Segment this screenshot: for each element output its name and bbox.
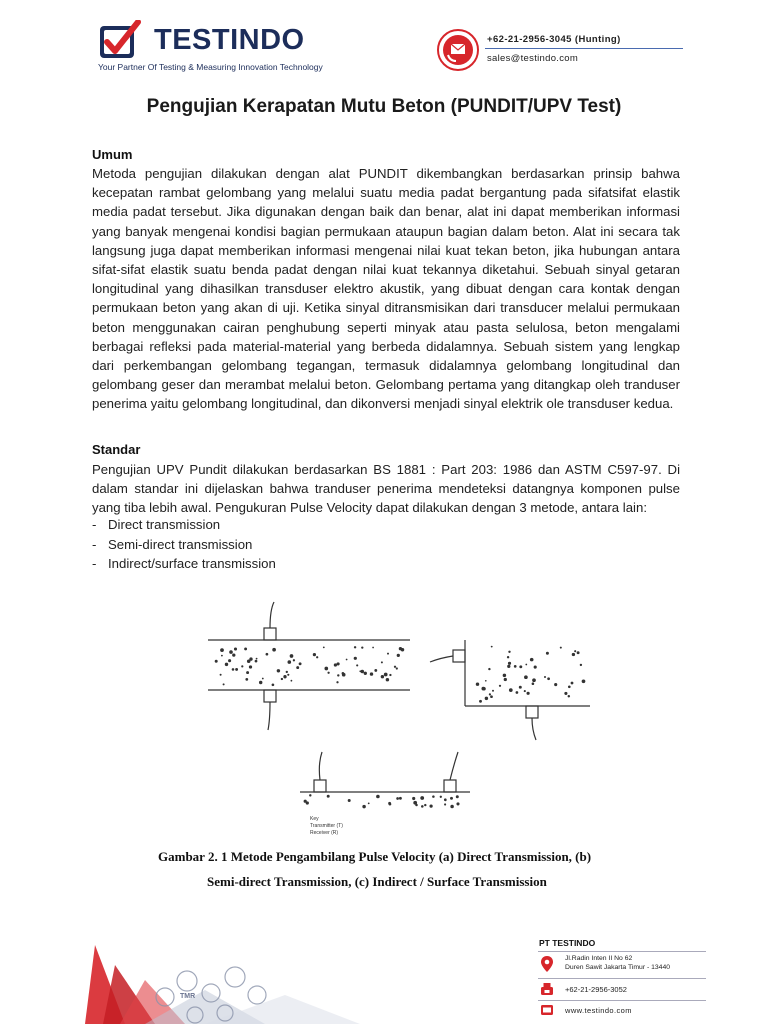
- aggregate-dot: [288, 660, 292, 664]
- aggregate-dot: [445, 799, 447, 801]
- figure-caption-line-2: Semi-direct Transmission, (c) Indirect / Surface Transmission: [207, 874, 547, 889]
- aggregate-dot: [580, 664, 582, 666]
- aggregate-dot: [255, 660, 258, 663]
- aggregate-dot: [519, 686, 522, 689]
- aggregate-dot: [450, 805, 454, 809]
- aggregate-dot: [229, 650, 233, 654]
- aggregate-dot: [362, 805, 365, 808]
- aggregate-dot: [421, 805, 424, 808]
- aggregate-dot: [346, 659, 348, 661]
- aggregate-dot: [272, 683, 275, 686]
- footer-company-name: PT TESTINDO: [539, 938, 596, 948]
- footer-divider: [538, 978, 706, 979]
- semi-direct-transmission-diagram: [430, 640, 590, 740]
- aggregate-dot: [293, 659, 295, 661]
- aggregate-dot: [272, 648, 276, 652]
- aggregate-dot: [476, 682, 479, 685]
- aggregate-dot: [399, 647, 402, 650]
- aggregate-dot: [256, 658, 258, 660]
- transmitter-icon: [264, 628, 276, 640]
- aggregate-dot: [246, 671, 249, 674]
- aggregate-dot: [342, 672, 345, 675]
- aggregate-dot: [221, 655, 223, 657]
- figure-key-title: Key: [310, 816, 319, 822]
- aggregate-dot: [235, 668, 238, 671]
- aggregate-dot: [327, 672, 329, 674]
- aggregate-dot: [582, 679, 586, 683]
- aggregate-dot: [386, 678, 389, 681]
- receiver-icon: [264, 690, 276, 702]
- aggregate-dot: [564, 692, 567, 695]
- aggregate-dot: [309, 794, 311, 796]
- aggregate-dot: [348, 799, 351, 802]
- logo-tagline: Your Partner Of Testing & Measuring Innovation Technology: [98, 62, 323, 72]
- aggregate-dot: [364, 672, 367, 675]
- aggregate-dot: [450, 797, 453, 800]
- aggregate-dot: [287, 674, 289, 676]
- contact-email[interactable]: sales@testindo.com: [487, 53, 579, 64]
- logo-wordmark: TESTINDO: [154, 24, 305, 56]
- aggregate-dot: [232, 653, 235, 656]
- aggregate-dot: [547, 677, 550, 680]
- aggregate-dot: [266, 653, 269, 656]
- aggregate-dot: [572, 653, 575, 656]
- pulse-velocity-figure: [200, 596, 620, 836]
- aggregate-dot: [577, 651, 580, 654]
- aggregate-dot: [354, 646, 356, 648]
- aggregate-dot: [244, 647, 247, 650]
- aggregate-dot: [396, 667, 398, 669]
- figure-key-receiver: Receiver (R): [310, 830, 339, 836]
- footer-divider: [538, 951, 706, 952]
- contact-phone-mail-icon: [436, 28, 480, 72]
- aggregate-dot: [323, 647, 325, 649]
- aggregate-dot: [291, 680, 293, 682]
- aggregate-dot: [361, 646, 363, 648]
- aggregate-dot: [481, 687, 485, 691]
- aggregate-dot: [374, 669, 377, 672]
- aggregate-dot: [370, 672, 373, 675]
- website-globe-icon: [540, 1003, 554, 1017]
- aggregate-dot: [215, 660, 218, 663]
- aggregate-dot: [259, 681, 262, 684]
- footer-tmr-badge: TMR: [180, 993, 196, 1000]
- aggregate-dot: [324, 667, 328, 671]
- aggregate-dot: [376, 795, 380, 799]
- aggregate-dot: [359, 670, 361, 672]
- aggregate-dot: [532, 678, 536, 682]
- aggregate-dot: [290, 654, 294, 658]
- aggregate-dot: [509, 688, 513, 692]
- aggregate-dot: [571, 682, 574, 685]
- aggregate-dot: [396, 797, 399, 800]
- aggregate-dot: [381, 675, 384, 678]
- aggregate-dot: [489, 693, 491, 695]
- aggregate-dot: [381, 661, 383, 663]
- aggregate-dot: [337, 674, 339, 676]
- indirect-transmission-diagram: [300, 752, 470, 836]
- aggregate-dot: [544, 676, 546, 678]
- aggregate-dot: [530, 658, 534, 662]
- aggregate-dot: [485, 680, 487, 682]
- aggregate-dot: [424, 804, 426, 806]
- aggregate-dot: [234, 647, 237, 650]
- aggregate-dot: [519, 665, 522, 668]
- aggregate-dot: [491, 646, 493, 648]
- aggregate-dot: [508, 651, 510, 653]
- figure-caption-line-1: Gambar 2. 1 Metode Pengambilang Pulse Velocity (a) Direct Transmission, (b): [158, 849, 592, 864]
- list-item: - Indirect/surface transmission: [92, 556, 276, 571]
- list-item: - Semi-direct transmission: [92, 537, 253, 552]
- aggregate-dot: [389, 803, 392, 806]
- aggregate-dot: [514, 665, 517, 668]
- aggregate-dot: [516, 691, 519, 694]
- aggregate-dot: [526, 692, 529, 695]
- contact-phone: +62-21-2956-3045 (Hunting): [487, 34, 621, 45]
- aggregate-dot: [249, 665, 252, 668]
- aggregate-dot: [327, 795, 330, 798]
- aggregate-dot: [532, 682, 535, 685]
- aggregate-dot: [444, 803, 446, 805]
- footer-divider: [538, 1000, 706, 1001]
- aggregate-dot: [432, 795, 435, 798]
- aggregate-dot: [503, 674, 506, 677]
- aggregate-dot: [245, 678, 248, 681]
- aggregate-dot: [220, 648, 224, 652]
- aggregate-dot: [429, 804, 432, 807]
- aggregate-dot: [286, 671, 288, 673]
- aggregate-dot: [299, 662, 302, 665]
- footer-website-link[interactable]: www.testindo.com: [565, 1006, 632, 1015]
- aggregate-dot: [568, 695, 570, 697]
- aggregate-dot: [554, 683, 557, 686]
- aggregate-dot: [277, 669, 280, 672]
- aggregate-dot: [387, 653, 389, 655]
- aggregate-dot: [223, 683, 225, 685]
- figure-key-transmitter: Transmitter (T): [310, 823, 343, 829]
- company-logo: [98, 14, 323, 74]
- footer-fax-number: +62-21-2956-3052: [565, 985, 627, 994]
- aggregate-dot: [499, 685, 501, 687]
- aggregate-dot: [574, 650, 576, 652]
- paragraph-standar: Pengujian UPV Pundit dilakukan berdasarkan BS 1881 : Part 203: 1986 dan ASTM C597-97. Di dalam standar ini dijelaskan bahwa tranduser penerima mendeteksi datangnya komponen pulse yang tiba lebih awal. Pengukuran Pulse Velocity dapat dilakukan dengan 3 metode, antara lain:: [92, 462, 680, 516]
- aggregate-dot: [394, 666, 396, 668]
- aggregate-dot: [560, 647, 562, 649]
- aggregate-dot: [507, 665, 510, 668]
- document-title: Pengujian Kerapatan Mutu Beton (PUNDIT/UPV Test): [146, 96, 622, 117]
- aggregate-dot: [490, 695, 493, 698]
- aggregate-dot: [524, 675, 528, 679]
- section-heading-umum: Umum: [92, 147, 133, 162]
- receiver-icon: [526, 706, 538, 718]
- aggregate-dot: [220, 674, 222, 676]
- aggregate-dot: [534, 666, 537, 669]
- aggregate-dot: [568, 685, 571, 688]
- fax-phone-icon: [540, 982, 554, 996]
- aggregate-dot: [304, 800, 307, 803]
- aggregate-dot: [397, 654, 400, 657]
- transmitter-icon: [314, 780, 326, 792]
- aggregate-dot: [456, 795, 459, 798]
- aggregate-dot: [546, 652, 549, 655]
- aggregate-dot: [262, 678, 264, 680]
- contact-divider: [485, 48, 683, 49]
- aggregate-dot: [384, 673, 388, 677]
- list-item: - Direct transmission: [92, 517, 221, 532]
- aggregate-dot: [507, 656, 509, 658]
- aggregate-dot: [485, 697, 488, 700]
- aggregate-dot: [420, 796, 424, 800]
- aggregate-dot: [283, 675, 286, 678]
- aggregate-dot: [456, 802, 459, 805]
- aggregate-dot: [368, 803, 370, 805]
- aggregate-dot: [225, 663, 228, 666]
- aggregate-dot: [525, 664, 527, 666]
- aggregate-dot: [337, 662, 340, 665]
- aggregate-dot: [415, 804, 418, 807]
- aggregate-dot: [281, 678, 283, 680]
- aggregate-dot: [296, 666, 299, 669]
- aggregate-dot: [412, 797, 415, 800]
- aggregate-dot: [356, 664, 358, 666]
- aggregate-dot: [241, 665, 243, 667]
- aggregate-dot: [336, 681, 338, 683]
- aggregate-dot: [372, 647, 374, 649]
- aggregate-dot: [389, 674, 391, 676]
- aggregate-dot: [228, 659, 231, 662]
- aggregate-dot: [488, 668, 490, 670]
- aggregate-dot: [247, 659, 251, 663]
- footer-decorative-art: [85, 935, 360, 1024]
- aggregate-dot: [354, 657, 357, 660]
- paragraph-umum: Metoda pengujian dilakukan dengan alat PUNDIT dikembangkan berdasarkan prinsip bahwa kecepatan rambat gelombang yang melalui suatu media padat bergantung pada sifatsifat elastik media padat tersebut. Jika digunakan dengan baik dan benar, alat ini dapat memberikan informasi yang banyak mengenai kondisi bagian permukaan ataupun bagian dalam beton. Alat ini secara tak langsung juga dapat memberikan informasi mengenai nilai kuat tekan beton, jika hubungan antara sifat-sifat elastik suatu benda padat dengan nilai kuat tekannya diketahui. Sebuah sinyal getaran longitudinal yang dihasilkan transduser elektro akustik, yang dibuat dengan cara kontak dengan permukaan beton yang akan di uji. Ketika sinyal ditransmisikan dari transducer melalui permukaan beton menggunakan cairan penghubung seperti minyak atau pasta selulosa, beton mengalami berbagai refleksi pada material-material yang berbeda didalamnya. Sebuah sistem yang lengkap dari perkembangan gelombang tegangan, termasuk didalamnya gelombang longitudinal dan gelombang geser dan merambat melalui beton. Gelombang pertama yang ditangkap oleh tranduser penerima yaitu gelombang longitudinal, dan dikonversi menjadi sinyal elektrik ole transduser kedua.: [92, 166, 680, 412]
- aggregate-dot: [316, 656, 318, 658]
- aggregate-dot: [399, 797, 402, 800]
- transmitter-icon: [453, 650, 465, 662]
- location-pin-icon: [540, 955, 554, 973]
- aggregate-dot: [313, 653, 316, 656]
- aggregate-dot: [492, 690, 494, 692]
- aggregate-dot: [508, 662, 511, 665]
- aggregate-dot: [524, 690, 526, 692]
- aggregate-dot: [504, 678, 507, 681]
- section-heading-standar: Standar: [92, 442, 141, 457]
- logo-check-icon: [98, 20, 152, 62]
- receiver-icon: [444, 780, 456, 792]
- footer-address-line-2: Duren Sawit Jakarta Timur - 13440: [565, 964, 671, 971]
- aggregate-dot: [440, 796, 442, 798]
- aggregate-dot: [232, 668, 235, 671]
- direct-transmission-diagram: [208, 602, 410, 730]
- aggregate-dot: [479, 700, 482, 703]
- footer-address-line-1: Jl.Radin Inten II No 62: [565, 955, 633, 962]
